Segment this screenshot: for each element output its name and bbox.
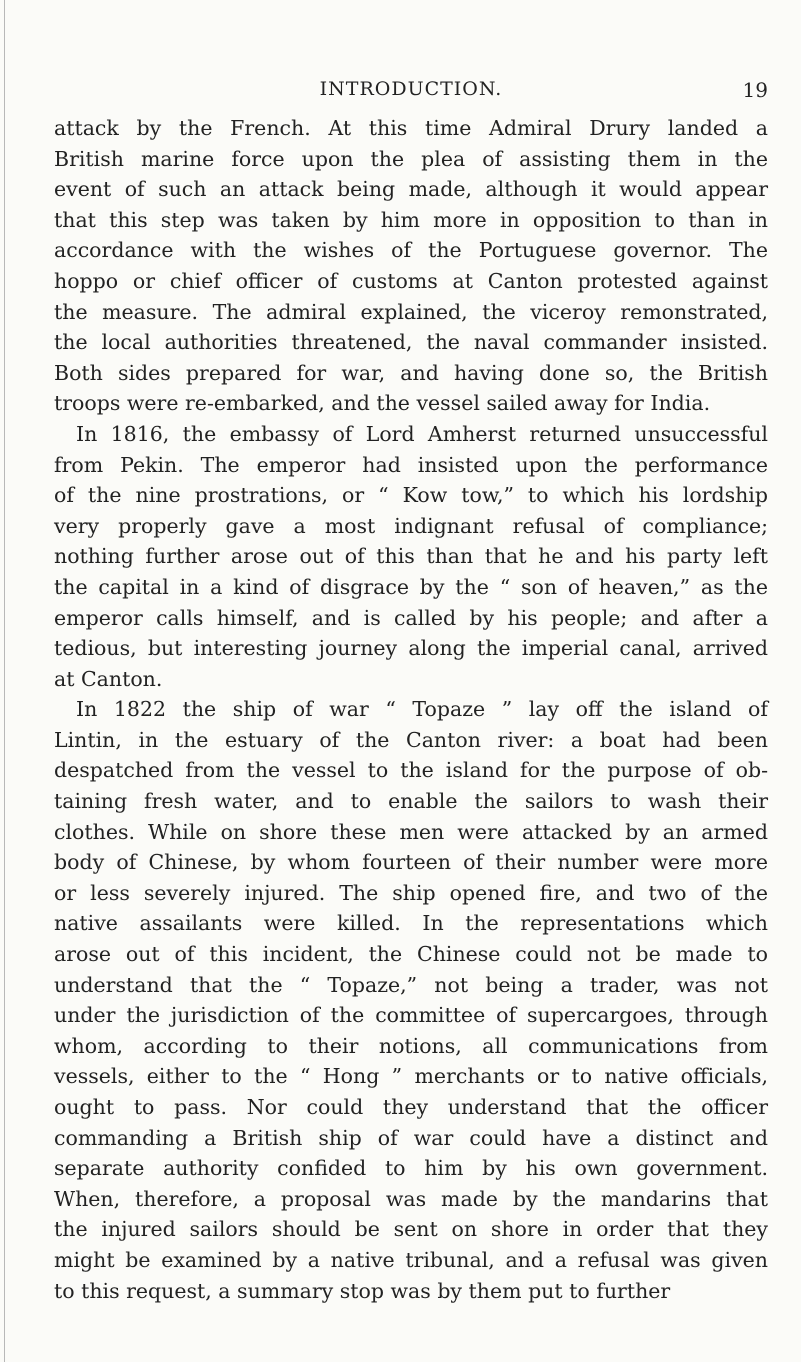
text-line: the local authorities threatened, the naval commander insisted. <box>54 330 768 355</box>
text-line: nothing further arose out of this than that he and his party left <box>54 544 768 569</box>
text-line: troops were re-embarked, and the vessel sailed away for India. <box>54 391 711 416</box>
text-line: British marine force upon the plea of assisting them in the <box>54 146 768 171</box>
text-line: or less severely injured. The ship opened fire, and two of the <box>54 880 768 905</box>
text-line: understand that the “ Topaze,” not being a trader, was not <box>54 972 768 997</box>
text-line: to this request, a summary stop was by them put to further <box>54 1278 671 1303</box>
text-line: arose out of this incident, the Chinese could not be made to <box>54 942 768 967</box>
text-line: the measure. The admiral explained, the viceroy remonstrated, <box>54 299 768 324</box>
text-line: ought to pass. Nor could they understand that the officer <box>54 1095 768 1119</box>
text-line: In 1816, the embassy of Lord Amherst returned unsuccessful <box>76 421 768 446</box>
text-line: Both sides prepared for war, and having done so, the British <box>54 360 768 385</box>
text-line: the injured sailors should be sent on shore in order that they <box>54 1217 768 1242</box>
paragraph <box>54 113 768 419</box>
text-line: very properly gave a most indignant refusal of compliance; <box>54 513 768 538</box>
text-line: whom, according to their notions, all communications from <box>54 1033 768 1058</box>
text-line: Lintin, in the estuary of the Canton river: a boat had been <box>54 727 768 752</box>
page-number: 19 <box>742 78 768 102</box>
text-line: from Pekin. The emperor had insisted upon the performance <box>54 452 768 477</box>
text-line: attack by the French. At this time Admiral Drury landed a <box>54 116 768 140</box>
text-line: the capital in a kind of disgrace by the “ son of heaven,” as the <box>54 574 768 599</box>
text-line: of the nine prostrations, or “ Kow tow,” to which his lordship <box>54 483 768 508</box>
text-line: body of Chinese, by whom fourteen of their number were more <box>54 850 768 875</box>
text-line: accordance with the wishes of the Portuguese governor. The <box>54 238 768 263</box>
text-line: at Canton. <box>54 666 163 691</box>
paragraph <box>54 419 768 694</box>
paragraph <box>54 694 768 1306</box>
page-header <box>54 78 768 108</box>
text-line: hoppo or chief officer of customs at Canton protested against <box>54 268 768 293</box>
text-line: emperor calls himself, and is called by his people; and after a <box>54 605 768 630</box>
text-line: that this step was taken by him more in opposition to than in <box>54 207 768 232</box>
text-line: taining fresh water, and to enable the sailors to wash their <box>54 789 768 814</box>
text-line: event of such an attack being made, although it would appear <box>54 177 768 202</box>
text-line: In 1822 the ship of war “ Topaze ” lay off the island of <box>76 697 768 722</box>
page-edge-rule <box>4 0 5 1362</box>
text-line: commanding a British ship of war could have a distinct and <box>54 1125 768 1150</box>
running-head: INTRODUCTION. <box>319 78 503 100</box>
text-line: When, therefore, a proposal was made by the mandarins that <box>54 1186 768 1211</box>
text-line: might be examined by a native tribunal, and a refusal was given <box>54 1247 768 1272</box>
text-line: separate authority confided to him by his own government. <box>54 1156 768 1181</box>
text-line: native assailants were killed. In the representations which <box>54 911 768 936</box>
text-line: despatched from the vessel to the island for the purpose of ob- <box>54 758 768 783</box>
text-line: vessels, either to the “ Hong ” merchants or to native officials, <box>54 1064 768 1089</box>
body-text <box>54 113 768 1306</box>
text-line: tedious, but interesting journey along the imperial canal, arrived <box>54 636 768 661</box>
text-line: clothes. While on shore these men were attacked by an armed <box>54 819 768 844</box>
text-line: under the jurisdiction of the committee of supercargoes, through <box>54 1003 768 1028</box>
